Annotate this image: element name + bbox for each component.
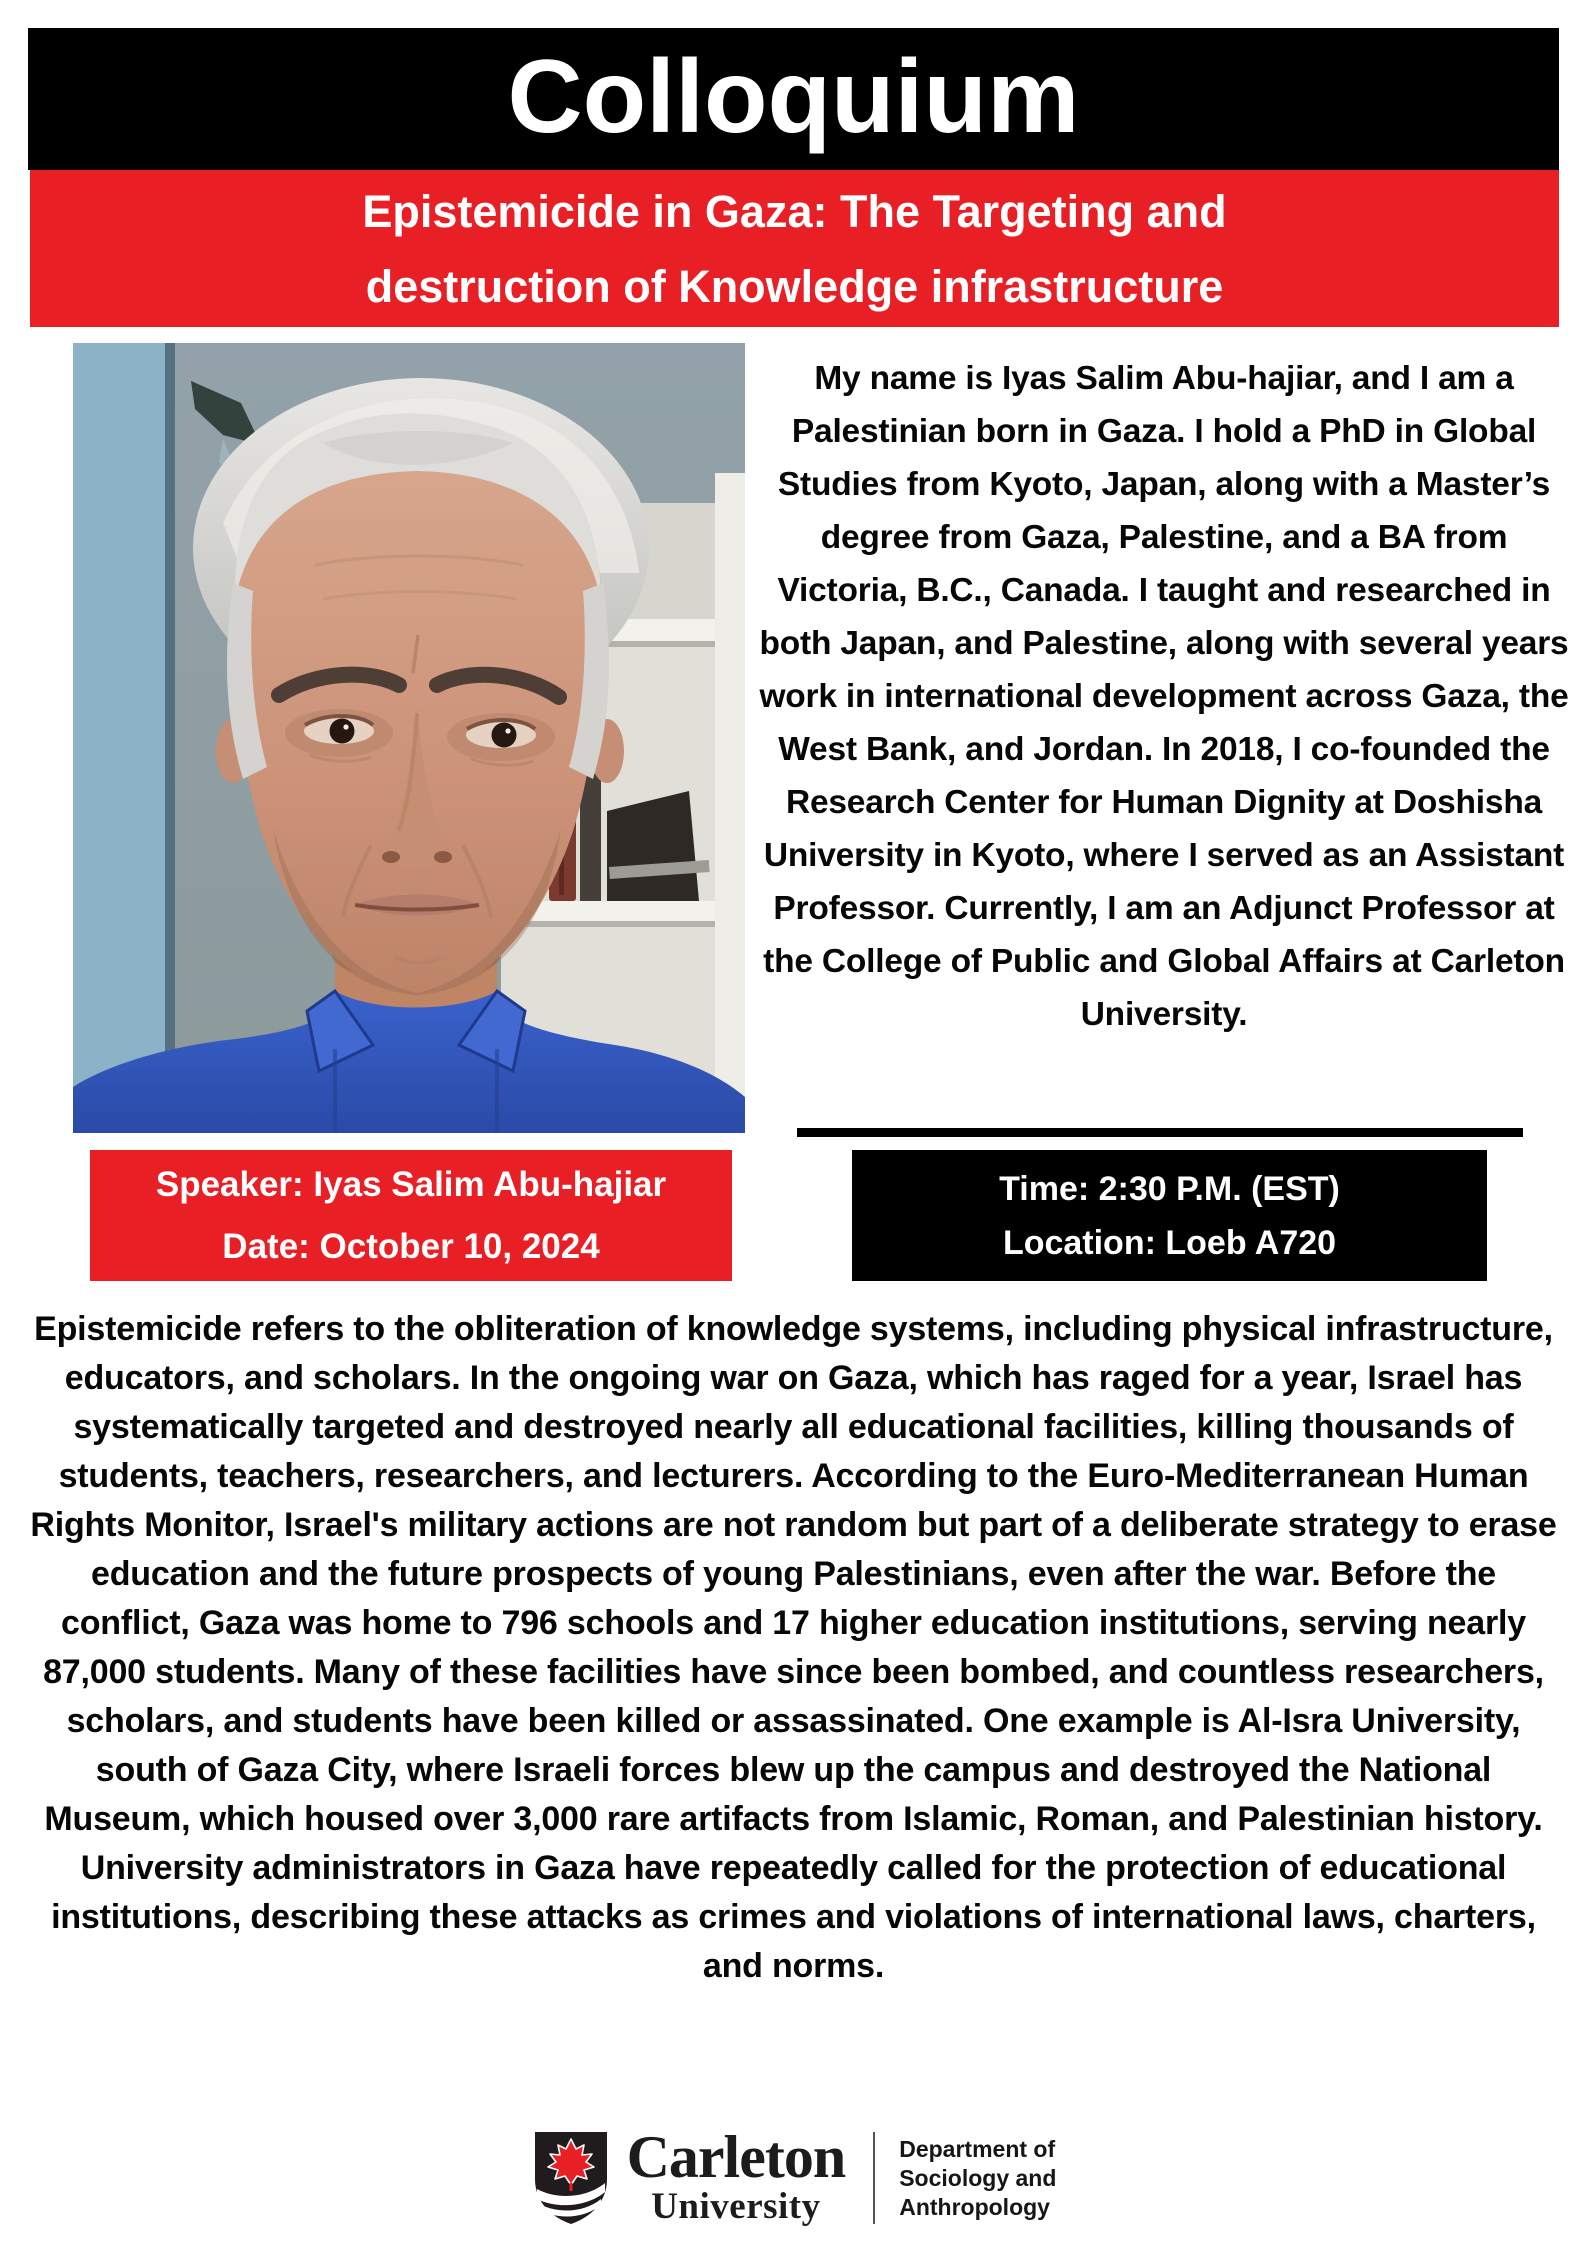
speaker-date-box <box>90 1150 732 1281</box>
department-line-2: Sociology and <box>899 2164 1057 2191</box>
location-line: Location: Loeb A720 <box>1002 1223 1337 1262</box>
time-location-box <box>852 1150 1487 1281</box>
department-line-1: Department of <box>899 2135 1056 2162</box>
department-line-3: Anthropology <box>899 2193 1050 2220</box>
page-title: Colloquium <box>507 39 1080 155</box>
speaker-bio: My name is Iyas Salim Abu-hajiar, and I am a Palestinian born in Gaza. I hold a PhD in Global Studies from Kyoto, Japan, along with a Master’s degree from Gaza, Palestine, and a BA from Victoria, B.C., Canada. I taught and researched in both Japan, and Palestine, along with several years work in international development across Gaza, the West Bank, and Jordan. In 2018, I co-founded the Research Center for Human Dignity at Doshisha University in Kyoto, where I served as an Assistant Professor. Currently, I am an Adjunct Professor at the College of Public and Global Affairs at Carleton University. <box>759 360 1569 1033</box>
title-banner <box>30 170 1559 327</box>
carleton-text: Carleton <box>626 2124 846 2190</box>
abstract-text: Epistemicide refers to the obliteration of knowledge systems, including physical infrastructure, educators, and scholars. In the ongoing war on Gaza, which has raged for a year, Israel has systematically targeted and destroyed nearly all educational facilities, killing thousands of students, teachers, researchers, and lecturers. According to the Euro-Mediterranean Human Rights Monitor, Israel's military actions are not random but part of a deliberate strategy to erase education and the future prospects of young Palestinians, even after the war. Before the conflict, Gaza was home to 796 schools and 17 higher education institutions, serving nearly 87,000 students. Many of these facilities have since been bombed, and countless researchers, scholars, and students have been killed or assassinated. One example is Al-Isra University, south of Gaza City, where Israeli forces blew up the campus and destroyed the National Museum, which housed over 3,000 rare artifacts from Islamic, Roman, and Palestinian history. University administrators in Gaza have repeatedly called for the protection of educational institutions, describing these attacks as crimes and violations of international laws, charters, and norms. <box>30 1310 1557 1985</box>
carleton-wordmark <box>626 2124 846 2228</box>
university-text: University <box>651 2186 821 2227</box>
footer-logo-row <box>0 2124 1587 2228</box>
department-name <box>899 2135 1056 2222</box>
divider-line <box>797 1128 1523 1137</box>
header-band <box>28 28 1559 170</box>
logo-divider <box>873 2132 875 2224</box>
date-line: Date: October 10, 2024 <box>222 1226 600 1266</box>
title-line-2: destruction of Knowledge infrastructure <box>365 260 1224 312</box>
time-line: Time: 2:30 P.M. (EST) <box>999 1169 1340 1208</box>
speaker-line: Speaker: Iyas Salim Abu-hajiar <box>155 1164 667 1204</box>
carleton-shield-logo-icon <box>531 2129 611 2227</box>
portrait-illustration <box>73 343 745 1133</box>
title-line-1: Epistemicide in Gaza: The Targeting and <box>362 185 1227 237</box>
speaker-photo <box>73 343 745 1133</box>
